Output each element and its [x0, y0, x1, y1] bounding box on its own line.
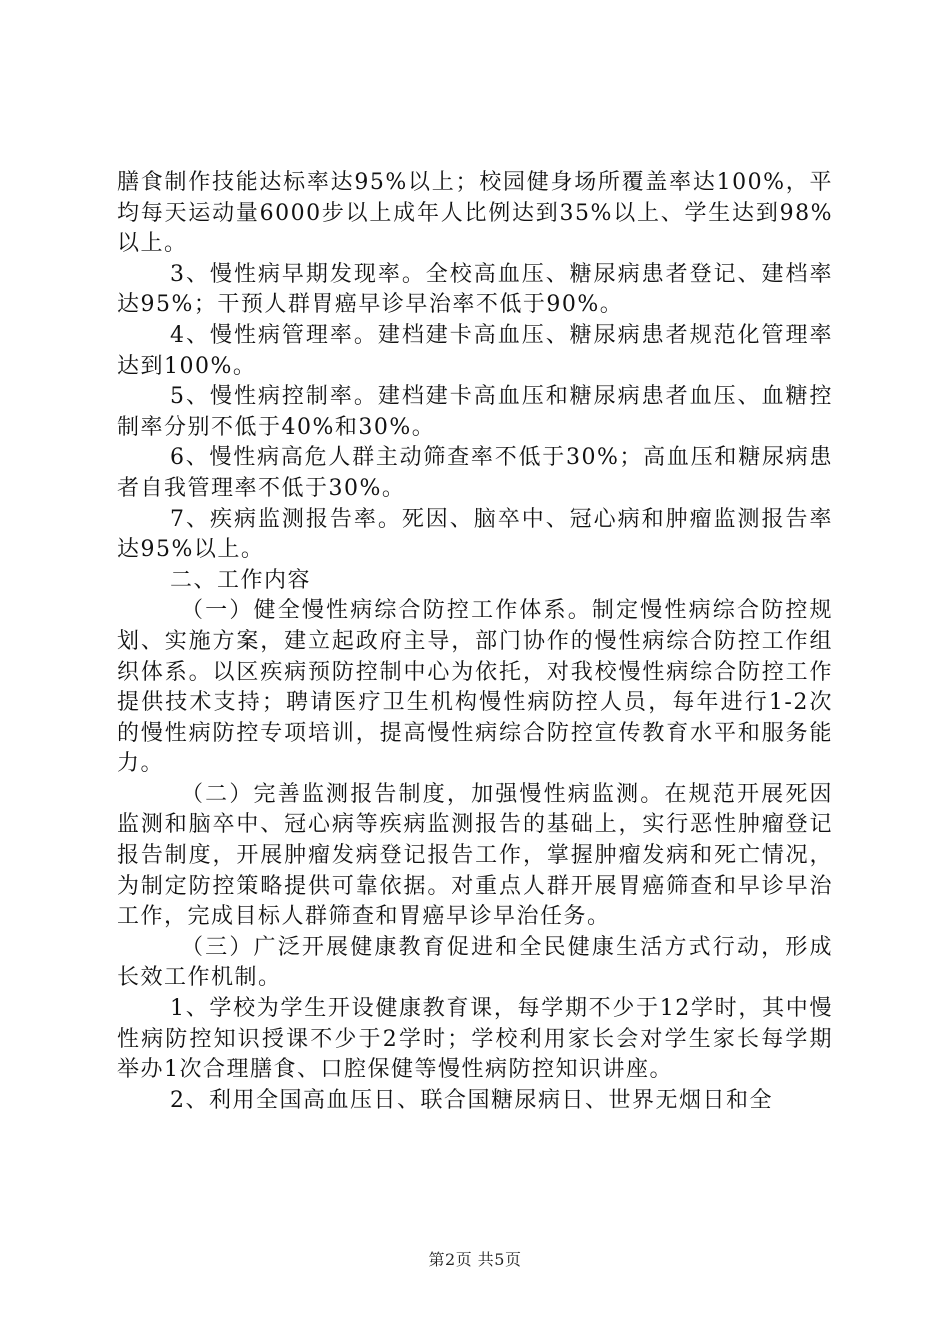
- paragraph-surveillance-rate: 7、疾病监测报告率。死因、脑卒中、冠心病和肿瘤监测报告率达95%以上。: [117, 506, 833, 563]
- paragraph-health-education: （三）广泛开展健康教育促进和全民健康生活方式行动，形成长效工作机制。: [117, 934, 833, 991]
- paragraph-control-rate: 5、慢性病控制率。建档建卡高血压和糖尿病患者血压、血糖控制率分别不低于40%和30%。: [117, 384, 833, 440]
- paragraph-work-system: （一）健全慢性病综合防控工作体系。制定慢性病综合防控规划、实施方案，建立起政府主导，部门协作的慢性病综合防控工作组织体系。以区疾病预防控制中心为依托，对我校慢性病综合防控工作提供技术支持；聘请医疗卫生机构慢性病防控人员，每年进行1-2次的慢性病防控专项培训，提高慢性病综合防控宣传教育水平和服务能力。: [117, 598, 833, 777]
- document-body: [117, 168, 833, 1116]
- paragraph-awareness-days: 2、利用全国高血压日、联合国糖尿病日、世界无烟日和全: [170, 1087, 773, 1113]
- paragraph-monitoring-system: （二）完善监测报告制度，加强慢性病监测。在规范开展死因监测和脑卒中、冠心病等疾病监测报告的基础上，实行恶性肿瘤登记报告制度，开展肿瘤发病登记报告工作，掌握肿瘤发病和死亡情况，为制定防控策略提供可靠依据。对重点人群开展胃癌筛查和早诊早治工作，完成目标人群筛查和胃癌早诊早治任务。: [117, 781, 833, 930]
- section-heading-work-content: 二、工作内容: [170, 567, 312, 593]
- page-number-footer: 第2页 共5页: [428, 1250, 522, 1269]
- paragraph-screening-rate: 6、慢性病高危人群主动筛查率不低于30%；高血压和糖尿病患者自我管理率不低于30%。: [117, 445, 833, 501]
- paragraph-continued-targets: 膳食制作技能达标率达95%以上；校园健身场所覆盖率达100%，平均每天运动量6000步以上成年人比例达到35%以上、学生达到98%以上。: [117, 170, 833, 257]
- paragraph-school-courses: 1、学校为学生开设健康教育课，每学期不少于12学时，其中慢性病防控知识授课不少于2学时；学校利用家长会对学生家长每学期举办1次合理膳食、口腔保健等慢性病防控知识讲座。: [117, 996, 833, 1083]
- paragraph-early-detection-rate: 3、慢性病早期发现率。全校高血压、糖尿病患者登记、建档率达95%；干预人群胃癌早诊早治率不低于90%。: [117, 261, 833, 318]
- paragraph-management-rate: 4、慢性病管理率。建档建卡高血压、糖尿病患者规范化管理率达到100%。: [117, 322, 833, 379]
